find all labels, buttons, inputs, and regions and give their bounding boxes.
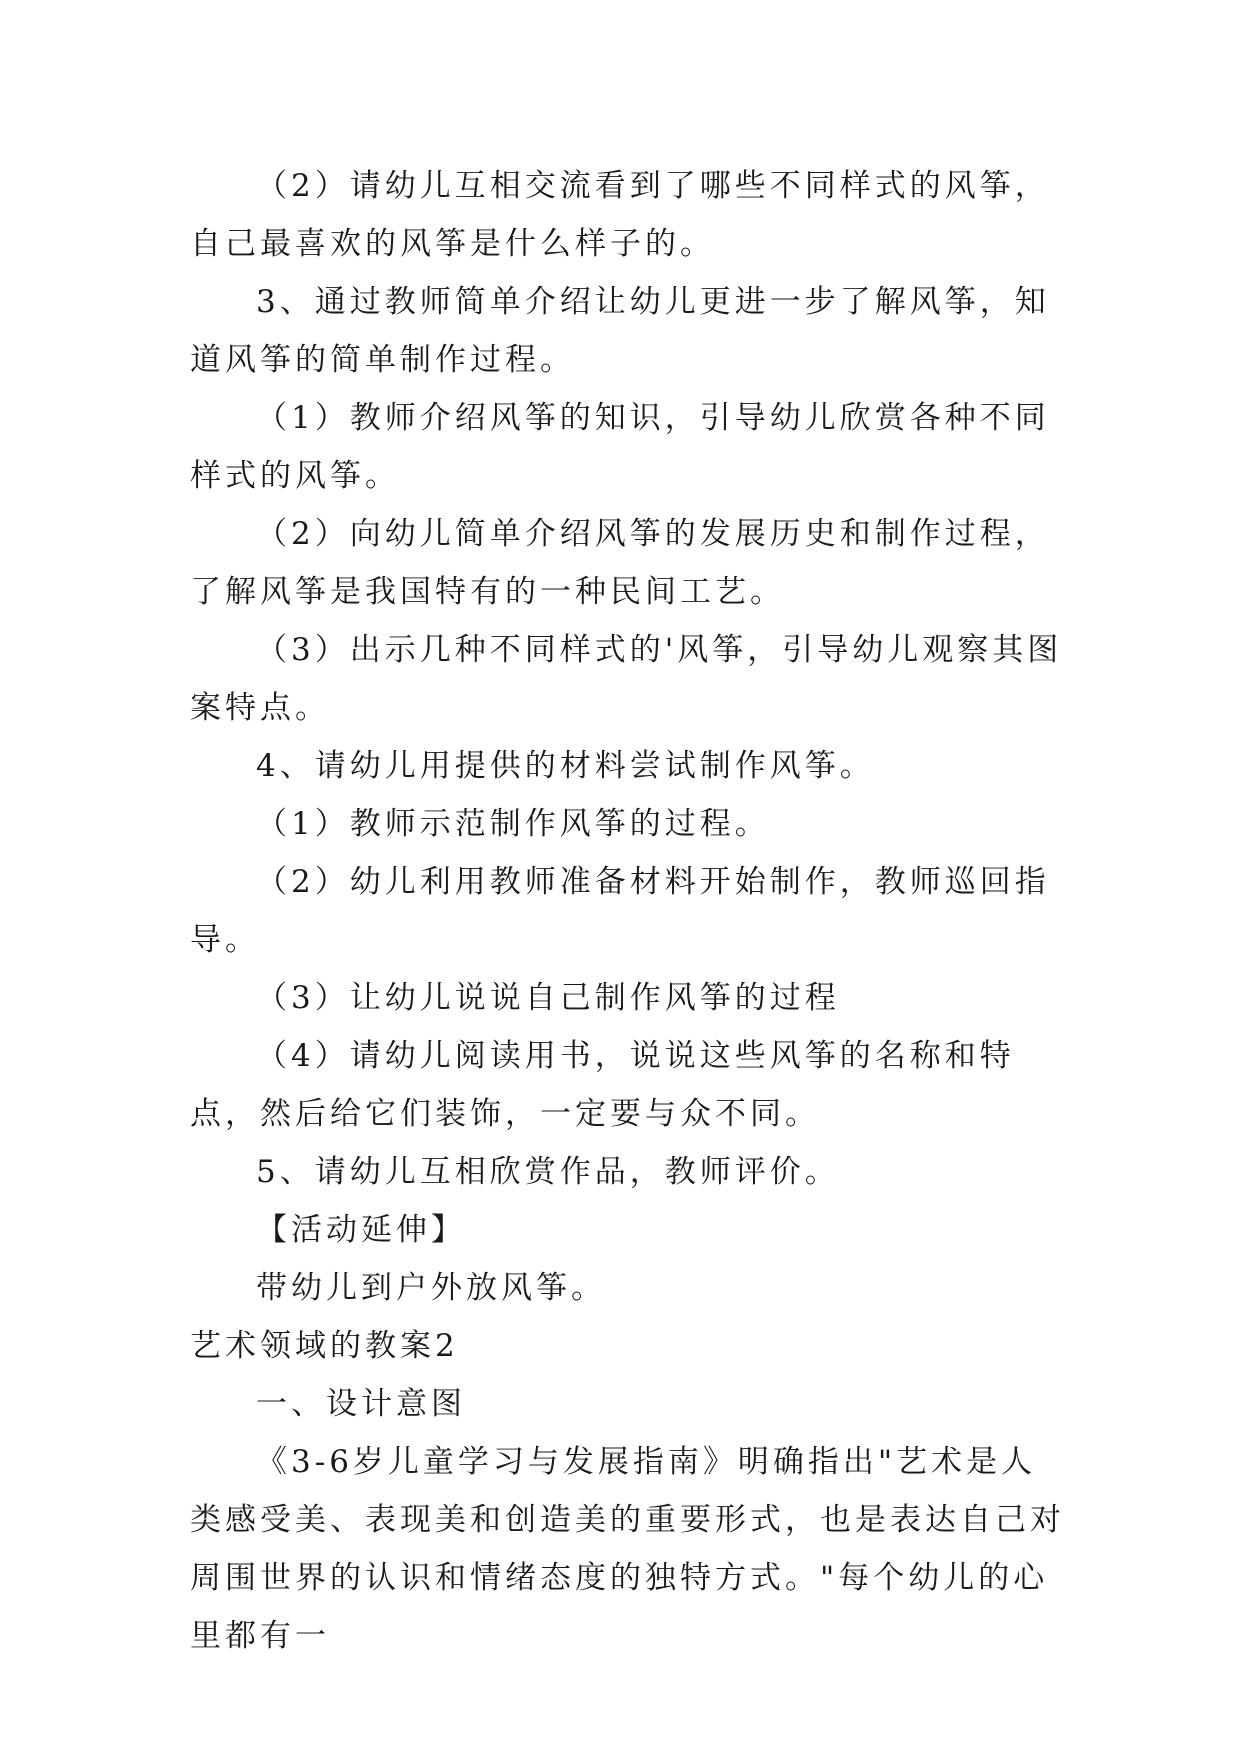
paragraph-10: （4）请幼儿阅读用书，说说这些风筝的名称和特点，然后给它们装饰，一定要与众不同。 [190,1038,1015,1132]
paragraph-9: （3）让幼儿说说自己制作风筝的过程 [256,980,840,1016]
document-body [190,157,1070,1665]
section-heading-design-intent: 一、设计意图 [256,1386,466,1422]
paragraph-2: 3、通过教师简单介绍让幼儿更进一步了解风筝，知道风筝的简单制作过程。 [190,284,1050,378]
section-heading-activity-extension: 【活动延伸】 [256,1212,466,1248]
paragraph-7: （1）教师示范制作风筝的过程。 [256,806,770,842]
paragraph-6: 4、请幼儿用提供的材料尝试制作风筝。 [256,748,875,784]
paragraph-5: （3）出示几种不同样式的'风筝，引导幼儿观察其图案特点。 [190,632,1063,726]
paragraph-11: 5、请幼儿互相欣赏作品，教师评价。 [256,1154,840,1190]
paragraph-8: （2）幼儿利用教师准备材料开始制作，教师巡回指导。 [190,864,1050,958]
paragraph-3: （1）教师介绍风筝的知识，引导幼儿欣赏各种不同样式的风筝。 [190,400,1050,494]
paragraph-16: 《3-6岁儿童学习与发展指南》明确指出"艺术是人类感受美、表现美和创造美的重要形式，也是表达自己对周围世界的认识和情绪态度的独特方式。"每个幼儿的心里都有一 [190,1444,1065,1654]
paragraph-13: 带幼儿到户外放风筝。 [256,1270,606,1306]
paragraph-4: （2）向幼儿简单介绍风筝的发展历史和制作过程，了解风筝是我国特有的一种民间工艺。 [190,516,1050,610]
lesson-plan-title: 艺术领域的教案2 [190,1328,459,1364]
paragraph-1: （2）请幼儿互相交流看到了哪些不同样式的风筝，自己最喜欢的风筝是什么样子的。 [190,168,1050,262]
